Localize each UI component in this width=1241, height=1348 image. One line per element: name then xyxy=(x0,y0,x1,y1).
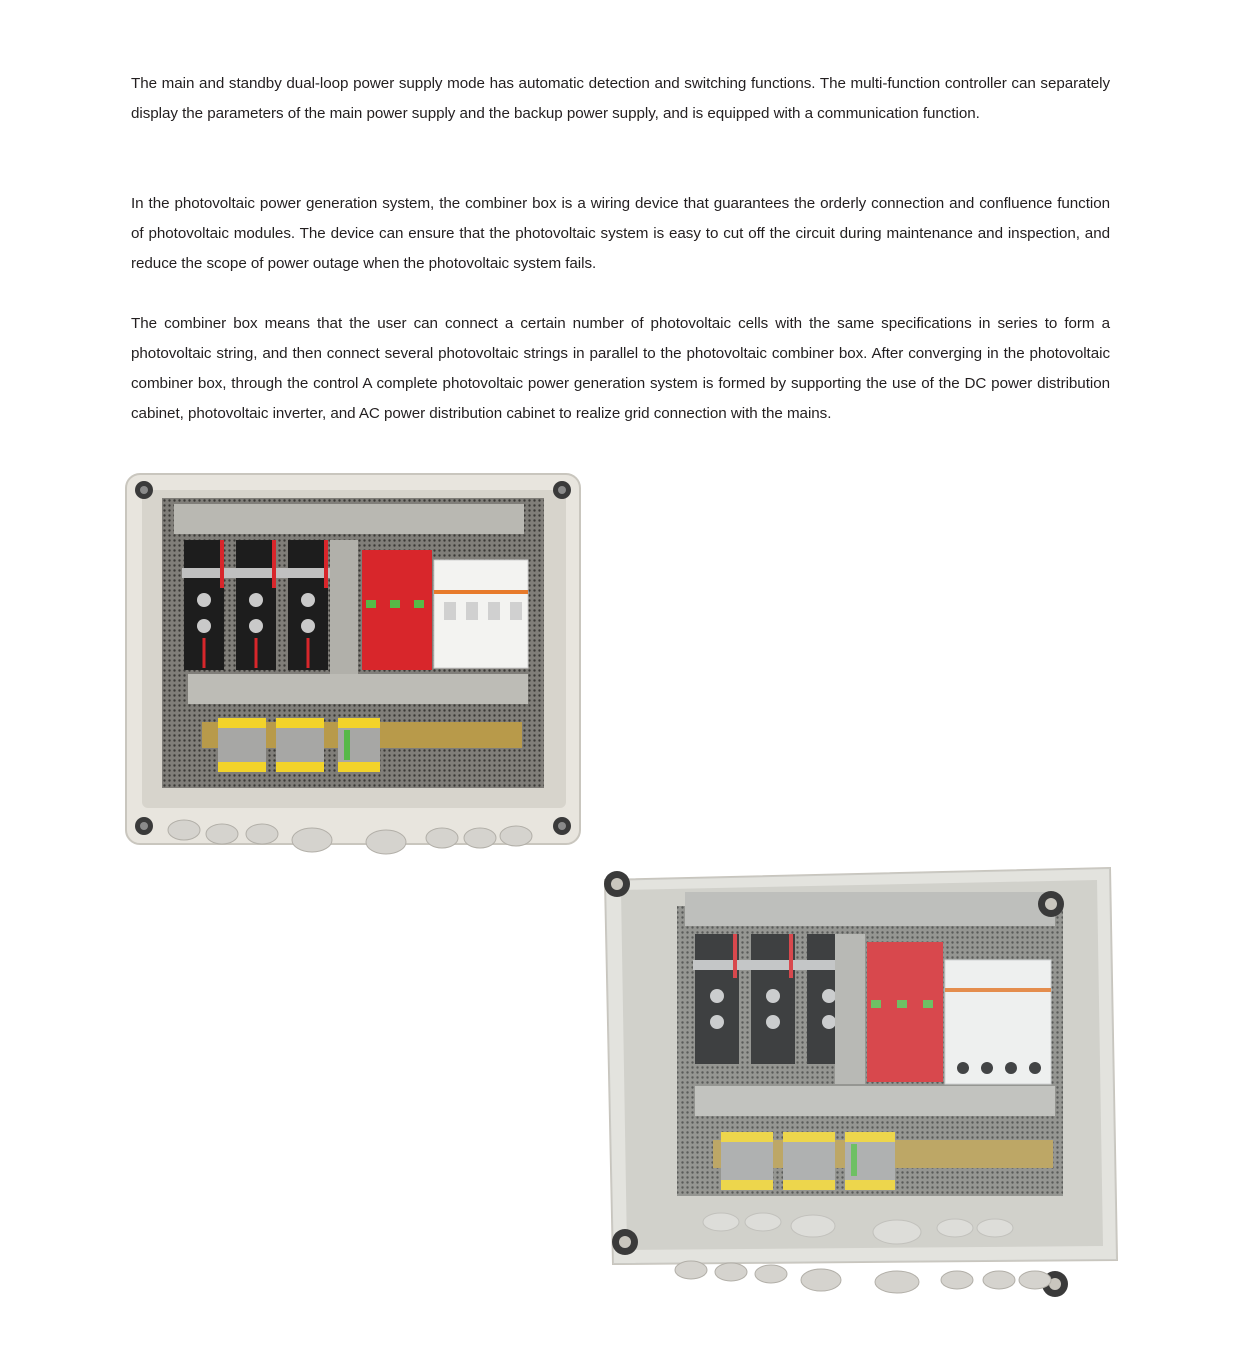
paragraph-combiner-box-function: In the photovoltaic power generation system, the combiner box is a wiring device that guarantees the orderly connection and confluence function of photovoltaic modules. The device can ensure that the photovoltaic system is easy to cut off the circuit during maintenance and inspection, and reduce the scope of power outage when the photovoltaic system fails. xyxy=(131,195,1110,273)
paragraph-dual-loop-power: The main and standby dual-loop power supply mode has automatic detection and switching functions. The multi-function controller can separately display the parameters of the main power supply and the backup power supply, and is equipped with a communication function. xyxy=(131,75,1110,123)
paragraph-combiner-box-system: The combiner box means that the user can connect a certain number of photovoltaic cells with the same specifications in series to form a photovoltaic string, and then connect several photovoltaic strings in parallel to the photovoltaic combiner box. After converging in the photovoltaic combiner box, through the control A complete photovoltaic power generation system is formed by supporting the use of the DC power distribution cabinet, photovoltaic inverter, and AC power distribution cabinet to realize grid connection with the mains. xyxy=(131,315,1110,423)
combiner-box-closed-photo xyxy=(595,850,1125,1310)
combiner-box-open-photo xyxy=(122,468,584,868)
